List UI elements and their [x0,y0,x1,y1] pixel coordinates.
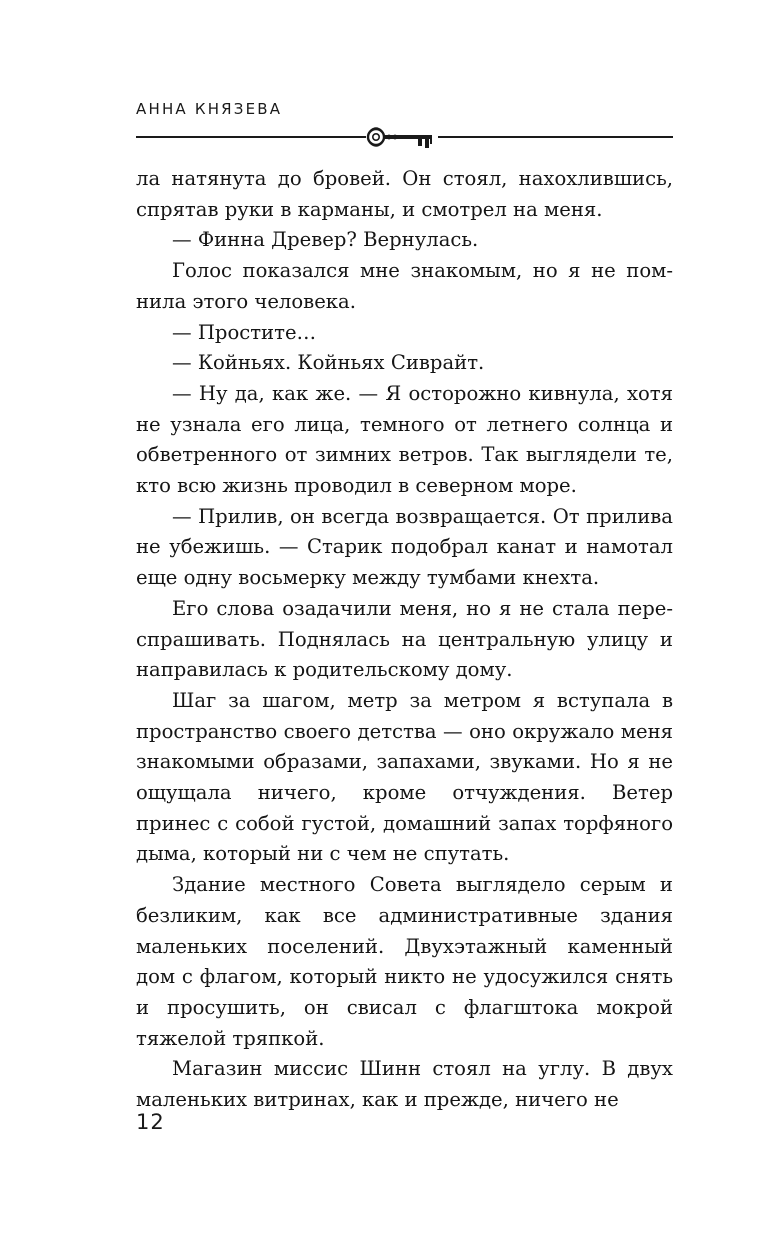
paragraph: Магазин миссис Шинн стоял на углу. В двух маленьких витринах, как и прежде, ничего не [136,1057,673,1112]
running-head: АННА КНЯЗЕВА [136,100,283,118]
key-icon [366,124,438,150]
page-number: 12 [136,1110,165,1134]
body-text [136,164,673,1116]
paragraph: Его слова озадачили меня, но я не стала переспрашивать. Поднялась на центральную улицу и направилась к родительскому дому. [136,596,673,682]
paragraph: Здание местного Совета выглядело серым и безликим, как все административные здания маленьких поселений. Двухэтажный каменный дом с флагом, который никто не удосужился снять и просушить, он свисал с флагштока мокрой тяжелой тряпкой. [136,873,673,1050]
paragraph: Голос показался мне знакомым, но я не помнила этого человека. [136,259,673,313]
key-icon-graphic [366,124,438,150]
paragraph: Шаг за шагом, метр за метром я вступала в пространство своего детства — оно окружало меня знакомыми образами, запахами, звуками. Но я не ощущала ничего, кроме отчуждения. Ветер принес с собой густой, домашний запах торфяного дыма, который ни с чем не спутать. [136,688,673,866]
paragraph: ла натянута до бровей. Он стоял, нахохлившись, спрятав руки в карманы, и смотрел на меня. [136,167,673,221]
paragraph: — Простите… [172,320,317,344]
paragraph: — Ну да, как же. — Я осторожно кивнула, хотя не узнала его лица, темного от летнего солнца и обветренного от зимних ветров. Так выглядели те, кто всю жизнь проводил в северном море. [136,381,673,498]
paragraph: — Прилив, он всегда возвращается. От прилива не убежишь. — Старик подобрал канат и намотал еще одну восьмерку между тумбами кнехта. [136,504,673,590]
paragraph: — Финна Древер? Вернулась. [172,228,479,252]
paragraph: — Койньях. Койньях Сиврайт. [172,351,485,375]
